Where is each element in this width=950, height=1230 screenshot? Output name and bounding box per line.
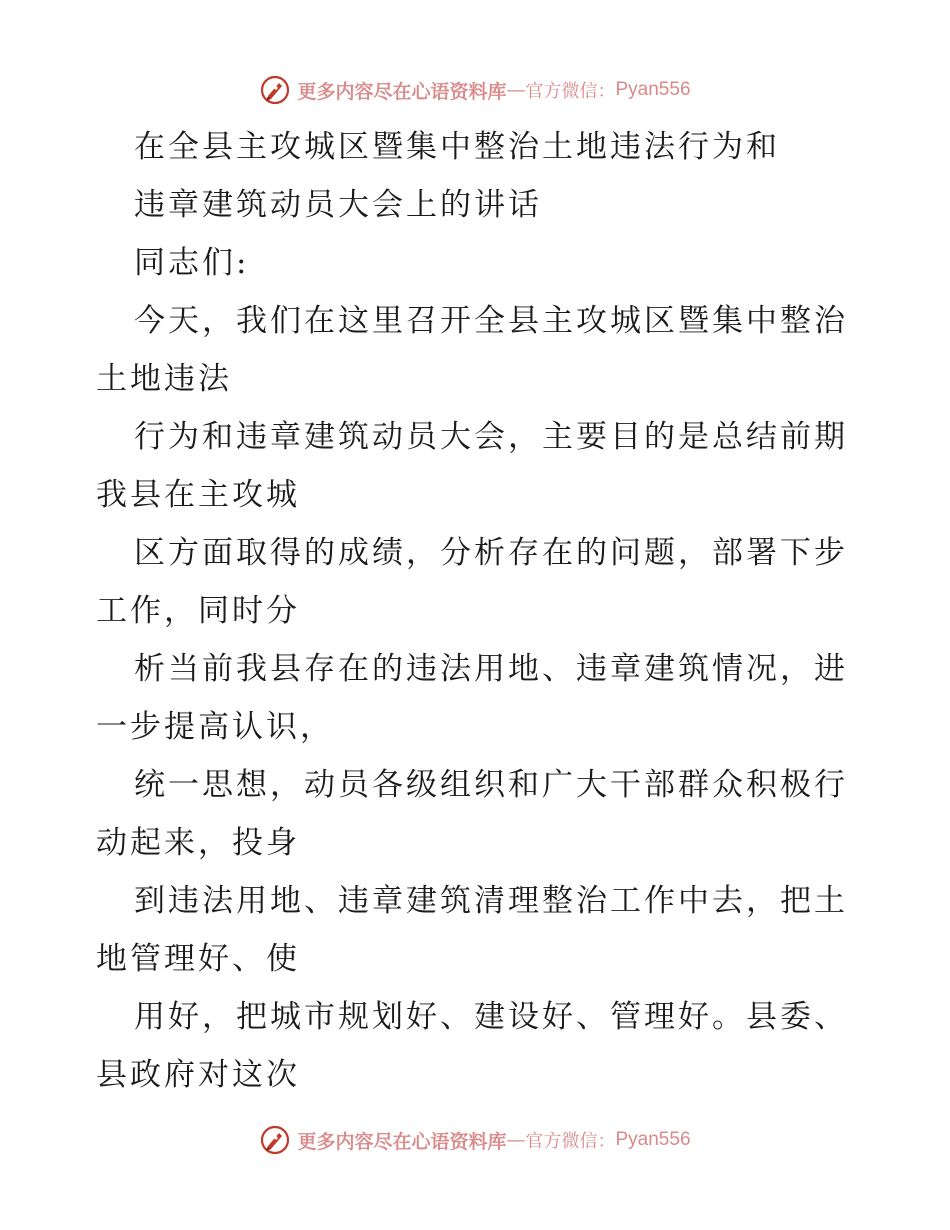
paragraph-line: 区方面取得的成绩，分析存在的问题，部署下步 (134, 535, 848, 571)
banner-wechat-id: Pyan556 (615, 79, 691, 100)
paragraph-line: 土地违法 (96, 361, 232, 397)
footer-banner (0, 1120, 950, 1160)
paragraph-line: 行为和违章建筑动员大会，主要目的是总结前期 (134, 419, 848, 455)
pen-nib-logo-icon (259, 74, 291, 106)
paragraph-line: 统一思想，动员各级组织和广大干部群众积极行 (134, 767, 848, 803)
paragraph-line: 地管理好、使 (96, 941, 300, 977)
salutation: 同志们: (134, 245, 250, 281)
paragraph-line: 析当前我县存在的违法用地、违章建筑情况，进 (134, 651, 848, 687)
banner-wechat-label: 官方微信： (525, 1131, 616, 1152)
banner-main-text: 更多内容尽在心语资料库 (297, 80, 507, 103)
pen-nib-logo-icon (259, 1124, 291, 1156)
paragraph-line: 今天，我们在这里召开全县主攻城区暨集中整治 (134, 303, 848, 339)
banner-wechat-label: 官方微信： (525, 81, 616, 102)
header-banner (0, 70, 950, 110)
paragraph-line: 县政府对这次 (96, 1057, 300, 1093)
banner-wechat-id: Pyan556 (615, 1129, 691, 1150)
banner-dash: — (506, 1129, 526, 1151)
document-title-line-1: 在全县主攻城区暨集中整治土地违法行为和 (134, 129, 780, 165)
paragraph-line: 一步提高认识， (96, 709, 334, 745)
banner-dash: — (506, 79, 526, 101)
paragraph-line: 工作，同时分 (96, 593, 300, 629)
banner-main-text: 更多内容尽在心语资料库 (297, 1130, 507, 1153)
paragraph-line: 用好，把城市规划好、建设好、管理好。县委、 (134, 999, 848, 1035)
paragraph-line: 到违法用地、违章建筑清理整治工作中去，把土 (134, 883, 848, 919)
document-title-line-2: 违章建筑动员大会上的讲话 (134, 187, 542, 223)
paragraph-line: 动起来，投身 (96, 825, 300, 861)
paragraph-line: 我县在主攻城 (96, 477, 300, 513)
